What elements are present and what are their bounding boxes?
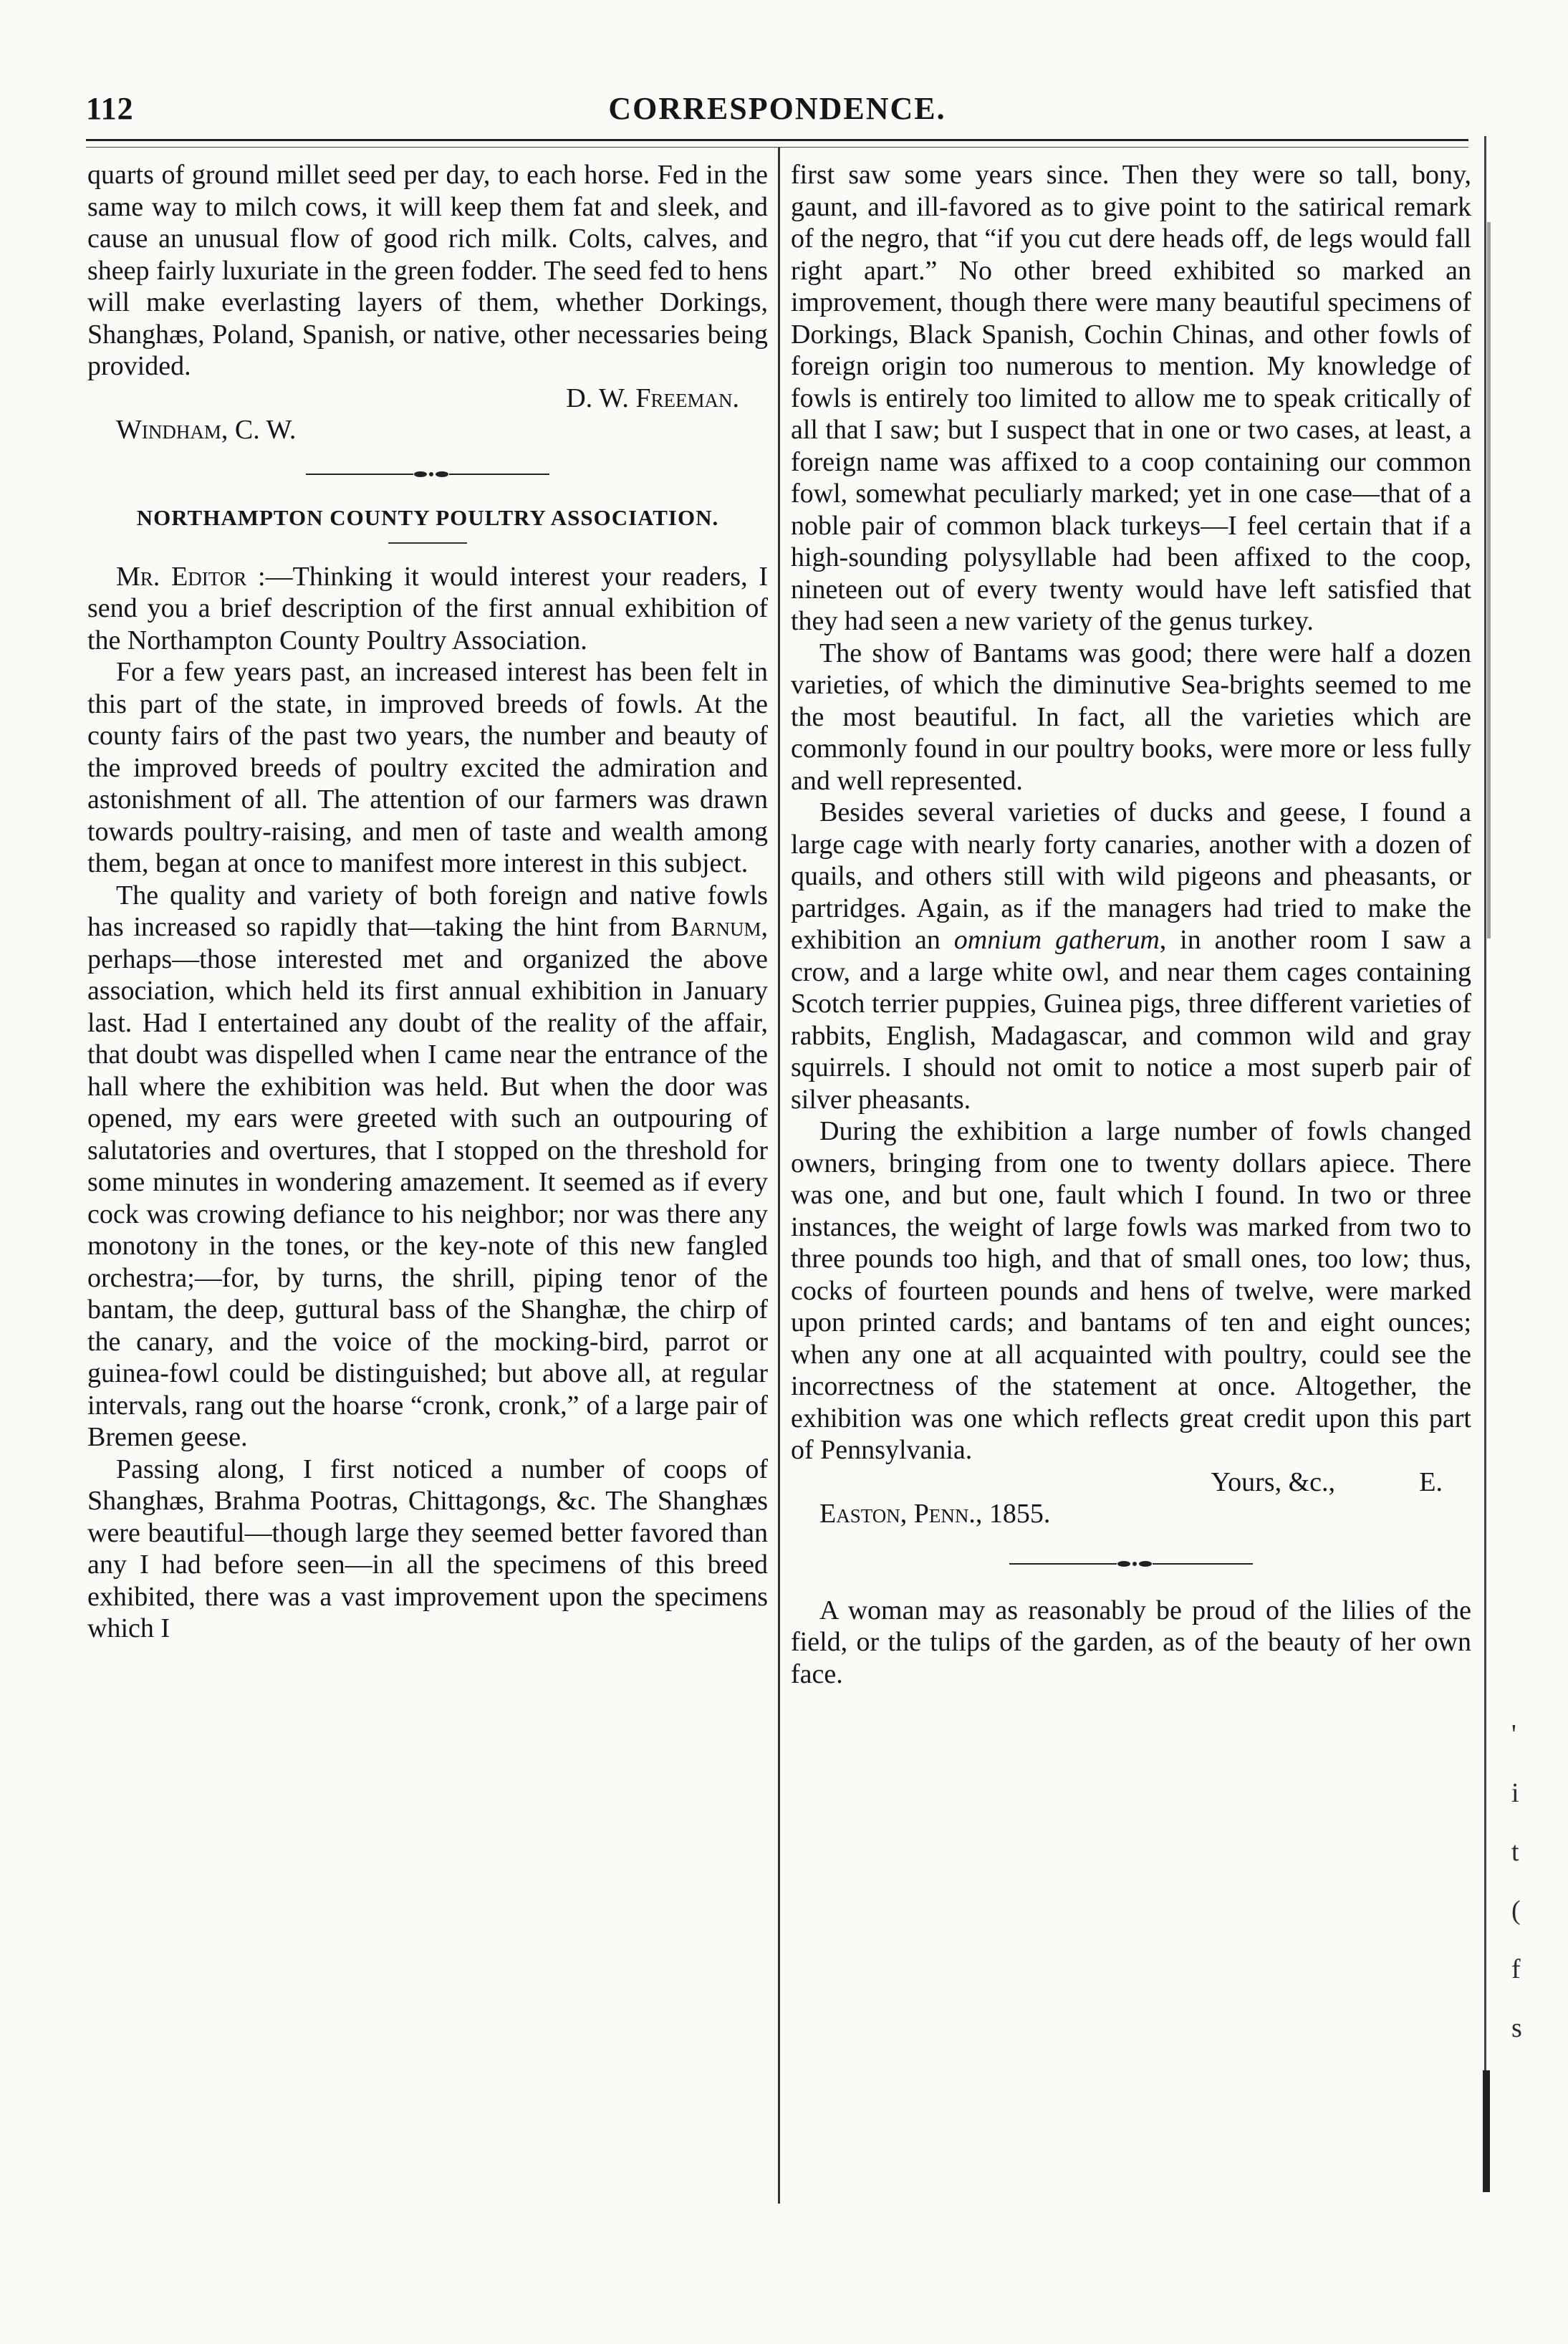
salutation: Mr. Editor : [116,561,266,592]
place-date: Easton, Penn., 1855. [819,1499,1051,1529]
closing-line: Yours, &c., E. [1211,1466,1443,1497]
binding-edge [1481,136,1493,2192]
page-number: 112 [86,91,134,126]
ornament-divider [1009,1559,1253,1569]
paragraph: The show of Bantams was good; there were half a dozen varieties, of which the diminutive Sea-brights seemed to me the most beautiful. In fact, all the varieties which are commonly found in our poultry books, were more or less fully and well represented. [791,638,1471,796]
left-column [87,159,768,1645]
paragraph: Besides several varieties of ducks and geese, I found a large cage with nearly forty canaries, another with a dozen of quails, and others still with wild pigeons and pheasants, or partridges. Again, as if the managers had tried to make the exhibition an omnium gatherum, in another room I saw a crow, and a large white owl, and near them cages containing Scotch terrier puppies, Guinea pigs, three different varieties of rabbits, English, Madagascar, and common wild and gray squirrels. I should not omit to notice a most superb pair of silver pheasants. [791,797,1471,1115]
paragraph: For a few years past, an increased interest has been felt in this part of the state, in improved breeds of fowls. At the county fairs of the past two years, the number and beauty of the improved breeds of poultry excited the admiration and astonishment of all. The attention of our farmers was drawn towards poultry-raising, and men of taste and wealth among them, began at once to manifest more interest in this subject. [87,657,768,878]
paragraph: Mr. Editor :—Thinking it would interest your readers, I send you a brief description of the first annual exhibition of the Northampton County Poultry Association. [87,561,768,655]
quote-paragraph: A woman may as reasonably be proud of the lilies of the field, or the tulips of the garden, as of the beauty of her own face. [791,1595,1471,1689]
running-head [86,90,1468,130]
ornament-divider [306,469,549,479]
column-divider [778,148,780,2204]
paragraph: During the exhibition a large number of fowls changed owners, bringing from one to twenty dollars apiece. There was one, and but one, fault which I found. In two or three instances, the weight of large fowls was marked from two to three pounds too high, and that of small ones, too low; thus, cocks of fourteen pounds and hens of twelve, were marked upon printed cards; and bantams of ten and eight ounces; when any one at all acquainted with poultry, could see the incorrectness of the statement at once. Altogether, the exhibition was one which reflects great credit upon this part of Pennsylvania. [791,1116,1471,1465]
short-rule [388,542,467,544]
header-rule [86,139,1468,148]
section-title: CORRESPONDENCE. [608,91,946,126]
signature-name: D. W. Freeman. [566,383,739,413]
paragraph: quarts of ground millet seed per day, to each horse. Fed in the same way to milch cows, it will keep them fat and sleek, and cause an unusual flow of good rich milk. Colts, calves, and sheep fairly luxuriate in the green fodder. The seed fed to hens will make everlasting layers of them, whether Dorkings, Shanghæs, Poland, Spanish, or native, other necessaries being provided. [87,160,768,381]
signature-place: Windham, C. W. [116,415,297,445]
article-heading: NORTHAMPTON COUNTY POULTRY ASSOCIATION. [136,504,719,530]
name-barnum: Barnum [670,912,761,942]
paragraph: The quality and variety of both foreign and native fowls has increased so rapidly that—taking the hint from Barnum, perhaps—those interested met and organized the above association, which held its first annual exhibition in January last. Had I entertained any doubt of the reality of the affair, that doubt was dispelled when I came near the entrance of the hall where the exhibition was held. But when the door was opened, my ears were greeted with such an outpouring of salutatories and overtures, that I stopped on the threshold for some minutes in wondering amazement. It seemed as if every cock was crowing defiance to his neighbor; nor was there any monotony in the tones, or the key-note of this new fangled orchestra;—for, by turns, the shrill, piping tenor of the bantam, the deep, guttural bass of the Shanghæ, the chirp of the canary, and the voice of the mocking-bird, parrot or guinea-fowl could be distinguished; but above all, at regular intervals, rang out the hoarse “cronk, cronk,” of a large pair of Bremen geese. [87,880,768,1452]
paragraph: first saw some years since. Then they were so tall, bony, gaunt, and ill-favored as to give point to the satirical remark of the negro, that “if you cut dere heads off, de legs would fall right apart.” No other breed exhibited so marked an improvement, though there were many beautiful specimens of Dorkings, Black Spanish, Cochin Chinas, and other fowls of foreign origin too numerous to mention. My knowledge of fowls is entirely too limited to allow me to speak critically of all that I saw; but I suspect that in one or two cases, at least, a foreign name was affixed to a coop containing our common fowl, somewhat peculiarly marked; yet in one case—that of a noble pair of common black turkeys—I feel certain that if a high-sounding polysyllable had been affixed to the coop, nineteen out of every twenty would have left satisfied that they had seen a new variety of the genus turkey. [791,160,1471,636]
paragraph: Passing along, I first noticed a number of coops of Shanghæs, Brahma Pootras, Chittagongs, &c. The Shanghæs were beautiful—though large they seemed better favored than any I had before seen—in all the specimens of this breed exhibited, there was a vast improvement upon the specimens which I [87,1454,768,1643]
right-column [791,159,1471,1690]
italic-phrase: omnium gatherum [953,925,1160,955]
margin-bleed-letters: ' i t ( f s [1511,1719,1522,2043]
